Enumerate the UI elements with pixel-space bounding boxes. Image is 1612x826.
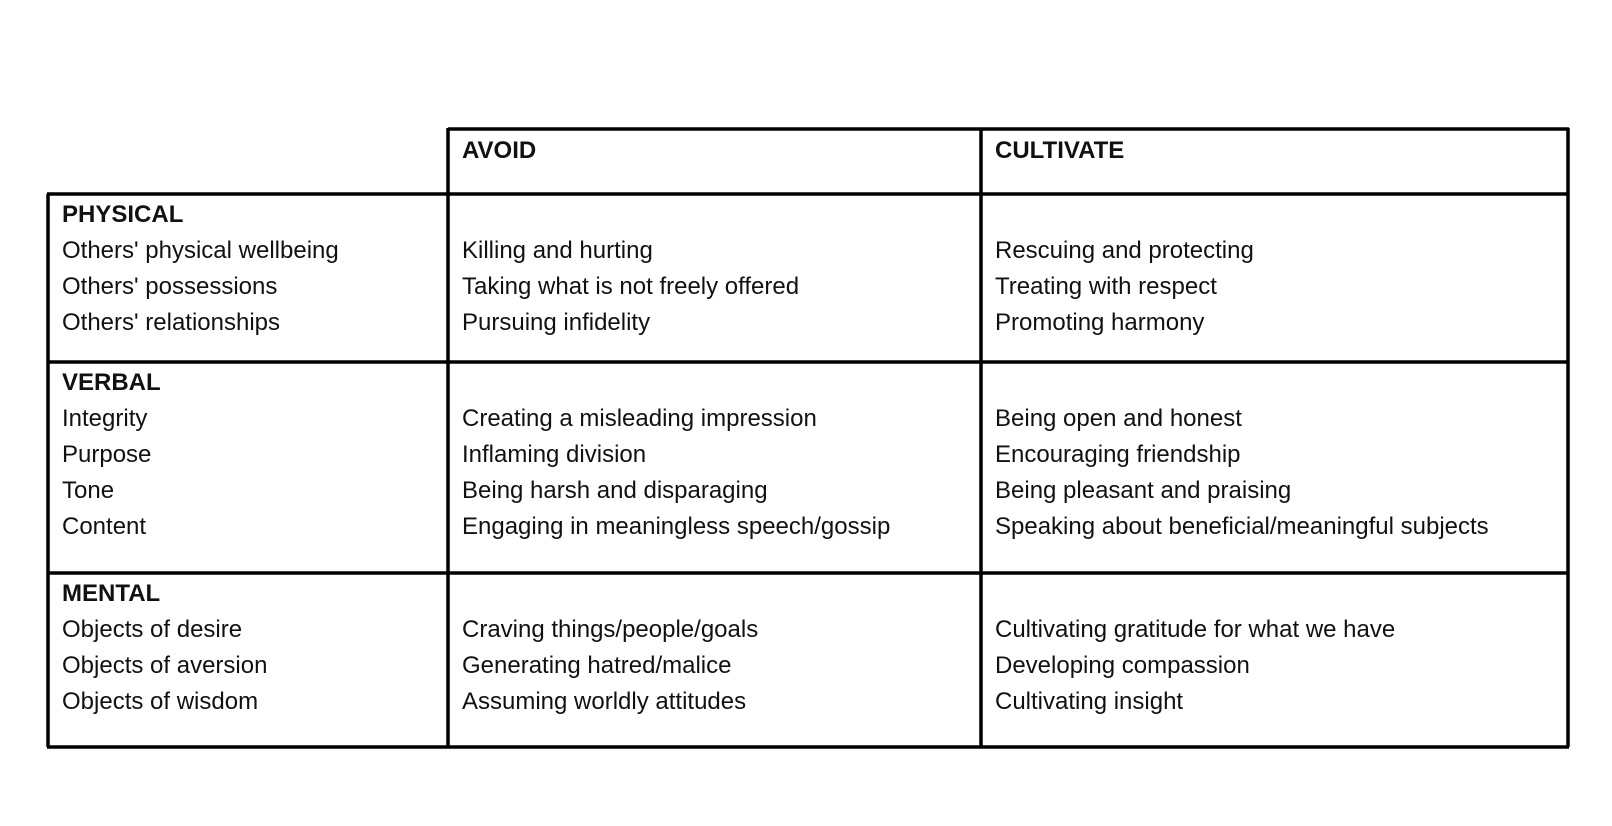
avoid-item: Taking what is not freely offered [462, 273, 800, 300]
aspect-item: Objects of aversion [62, 652, 268, 679]
row-mental-cultivate-cell [981, 576, 1568, 720]
cultivate-item: Cultivating insight [995, 688, 1184, 715]
aspect-item: Purpose [62, 441, 152, 468]
cultivate-item: Being pleasant and praising [995, 477, 1292, 504]
row-physical-cultivate-cell [981, 197, 1568, 341]
aspect-item: Objects of wisdom [62, 688, 259, 715]
row-mental-avoid-cell [448, 576, 981, 720]
row-heading-verbal: VERBAL [62, 369, 161, 396]
row-verbal-aspects-cell [48, 365, 448, 545]
cultivate-item: Cultivating gratitude for what we have [995, 616, 1396, 643]
cultivate-item: Speaking about beneficial/meaningful subjects [995, 513, 1489, 540]
row-verbal-avoid-cell [448, 365, 981, 545]
avoid-item: Engaging in meaningless speech/gossip [462, 513, 891, 540]
cultivate-item: Promoting harmony [995, 309, 1205, 336]
row-physical-aspects-cell [48, 197, 448, 341]
row-heading-mental: MENTAL [62, 580, 161, 607]
row-mental-aspects-cell [48, 576, 448, 720]
column-header-avoid: AVOID [462, 137, 537, 164]
avoid-item: Craving things/people/goals [462, 616, 759, 643]
cultivate-item: Rescuing and protecting [995, 237, 1254, 264]
aspect-item: Others' possessions [62, 273, 278, 300]
cultivate-item: Encouraging friendship [995, 441, 1241, 468]
avoid-item: Assuming worldly attitudes [462, 688, 747, 715]
cultivate-item: Treating with respect [995, 273, 1217, 300]
cultivate-item: Being open and honest [995, 405, 1242, 432]
column-header-cultivate: CULTIVATE [995, 137, 1125, 164]
avoid-item: Pursuing infidelity [462, 309, 651, 336]
avoid-item: Being harsh and disparaging [462, 477, 768, 504]
row-physical-avoid-cell [448, 197, 981, 341]
avoid-item: Killing and hurting [462, 237, 653, 264]
row-heading-physical: PHYSICAL [62, 201, 184, 228]
aspect-item: Objects of desire [62, 616, 243, 643]
cultivate-item: Developing compassion [995, 652, 1250, 679]
aspect-item: Others' relationships [62, 309, 281, 336]
aspect-item: Tone [62, 477, 115, 504]
aspect-item: Integrity [62, 405, 148, 432]
avoid-item: Generating hatred/malice [462, 652, 732, 679]
avoid-item: Creating a misleading impression [462, 405, 817, 432]
avoid-item: Inflaming division [462, 441, 647, 468]
row-verbal-cultivate-cell [981, 365, 1568, 545]
aspect-item: Content [62, 513, 147, 540]
aspect-item: Others' physical wellbeing [62, 237, 339, 264]
